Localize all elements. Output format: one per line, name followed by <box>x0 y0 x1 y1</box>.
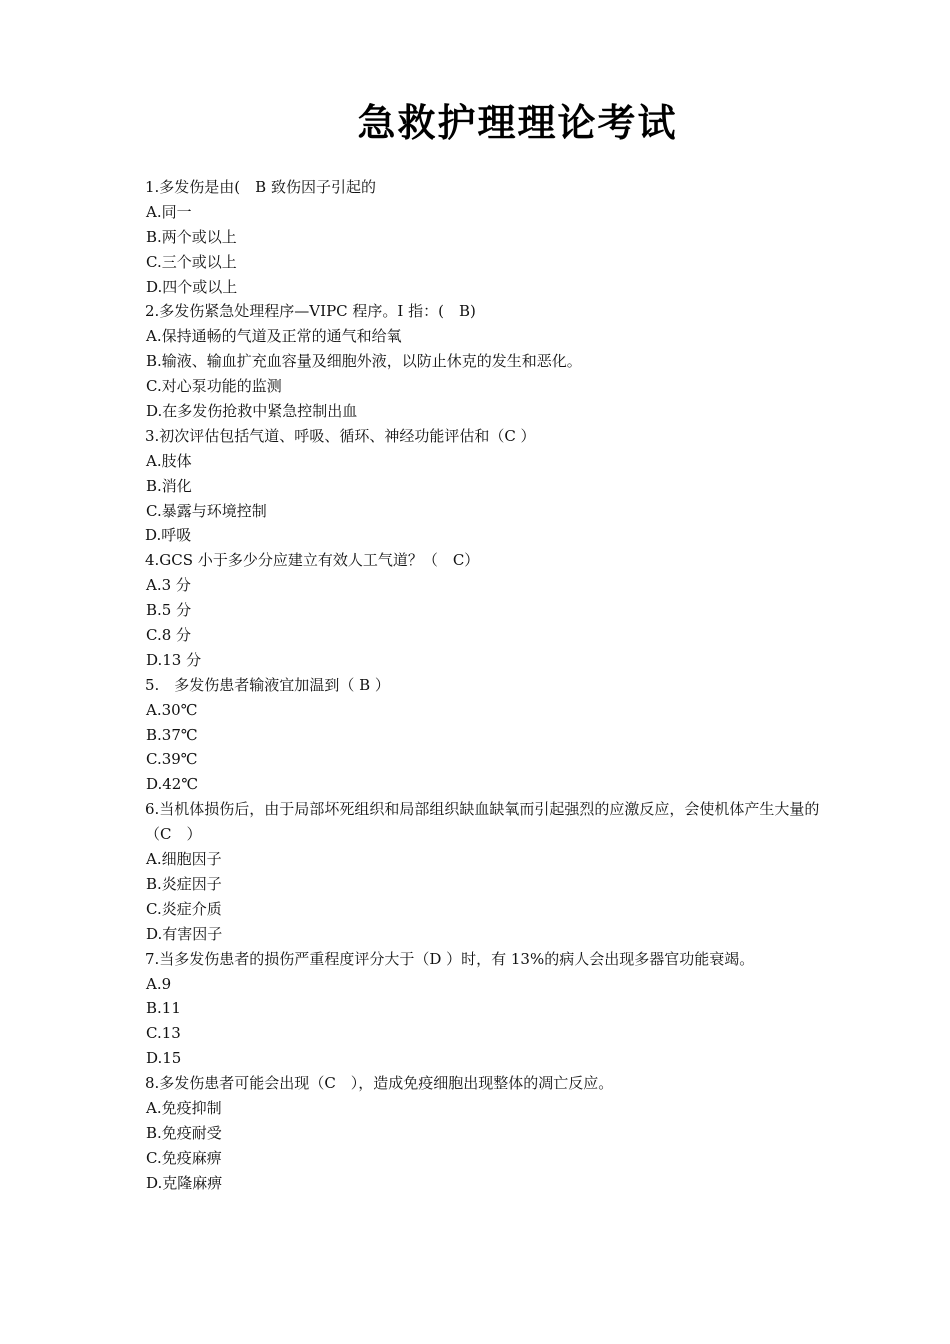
option-a: A.30℃ <box>146 700 198 719</box>
question-6 <box>145 797 825 946</box>
option-d: D.13 分 <box>146 650 202 669</box>
page-title: 急救护理理论考试 <box>357 101 678 145</box>
question-stem: 5. 多发伤患者输液宜加温到（ B ） <box>145 675 390 694</box>
option-c: C.三个或以上 <box>146 252 237 271</box>
option-c: C.免疫麻痹 <box>146 1148 222 1167</box>
question-5 <box>145 673 825 797</box>
question-4 <box>145 548 825 672</box>
option-d: D.在多发伤抢救中紧急控制出血 <box>146 402 358 421</box>
option-c: C.8 分 <box>146 626 192 645</box>
option-a: A.免疫抑制 <box>146 1098 222 1117</box>
option-a: A.细胞因子 <box>146 850 222 869</box>
option-b: B.37℃ <box>146 725 198 744</box>
option-a: A.3 分 <box>146 576 191 595</box>
option-a: A.9 <box>146 974 172 993</box>
option-b: B.免疫耐受 <box>146 1123 222 1142</box>
option-a: A.肢体 <box>146 451 192 470</box>
option-c: C.暴露与环境控制 <box>146 501 267 520</box>
option-c: C.13 <box>146 1024 181 1043</box>
question-8 <box>145 1071 825 1195</box>
question-stem: 7.当多发伤患者的损伤严重程度评分大于（D ）时，有 13%的病人会出现多器官功能衰竭。 <box>145 949 755 968</box>
question-stem: 2.多发伤紧急处理程序—VIPC 程序。I 指：( B) <box>145 302 476 321</box>
question-stem: 4.GCS 小于多少分应建立有效人工气道？（ C） <box>145 551 480 570</box>
option-d: D.42℃ <box>146 775 199 794</box>
option-d: D.有害因子 <box>146 924 223 943</box>
option-b: B.11 <box>146 999 181 1018</box>
question-stem: 6.当机体损伤后，由于局部坏死组织和局部组织缺血缺氧而引起强烈的应激反应，会使机体产生大量的（C ） <box>145 800 820 844</box>
question-list <box>145 175 825 1196</box>
option-b: B.5 分 <box>146 601 192 620</box>
question-1 <box>145 175 825 299</box>
option-b: B.两个或以上 <box>146 227 237 246</box>
question-stem: 1.多发伤是由( B 致伤因子引起的 <box>145 178 376 196</box>
option-d: D.四个或以上 <box>146 277 238 296</box>
question-stem: 3.初次评估包括气道、呼吸、循环、神经功能评估和（C ） <box>145 426 536 445</box>
option-c: C.对心泵功能的监测 <box>146 377 282 396</box>
question-7 <box>145 947 825 1071</box>
option-b: B.炎症因子 <box>146 874 222 893</box>
question-2 <box>145 299 825 423</box>
option-b: B.消化 <box>146 476 192 495</box>
option-d: D.15 <box>146 1049 182 1068</box>
question-stem: 8.多发伤患者可能会出现（C ），造成免疫细胞出现整体的凋亡反应。 <box>145 1074 614 1093</box>
question-3 <box>145 424 825 548</box>
option-d: D.克隆麻痹 <box>146 1173 223 1192</box>
option-b: B.输液、输血扩充血容量及细胞外液，以防止休克的发生和恶化。 <box>146 352 582 371</box>
option-a: A.同一 <box>146 202 192 221</box>
option-c: C.炎症介质 <box>146 899 222 918</box>
option-a: A.保持通畅的气道及正常的通气和给氧 <box>146 327 402 346</box>
option-c: C.39℃ <box>146 750 198 769</box>
option-d: D.呼吸 <box>145 526 192 545</box>
